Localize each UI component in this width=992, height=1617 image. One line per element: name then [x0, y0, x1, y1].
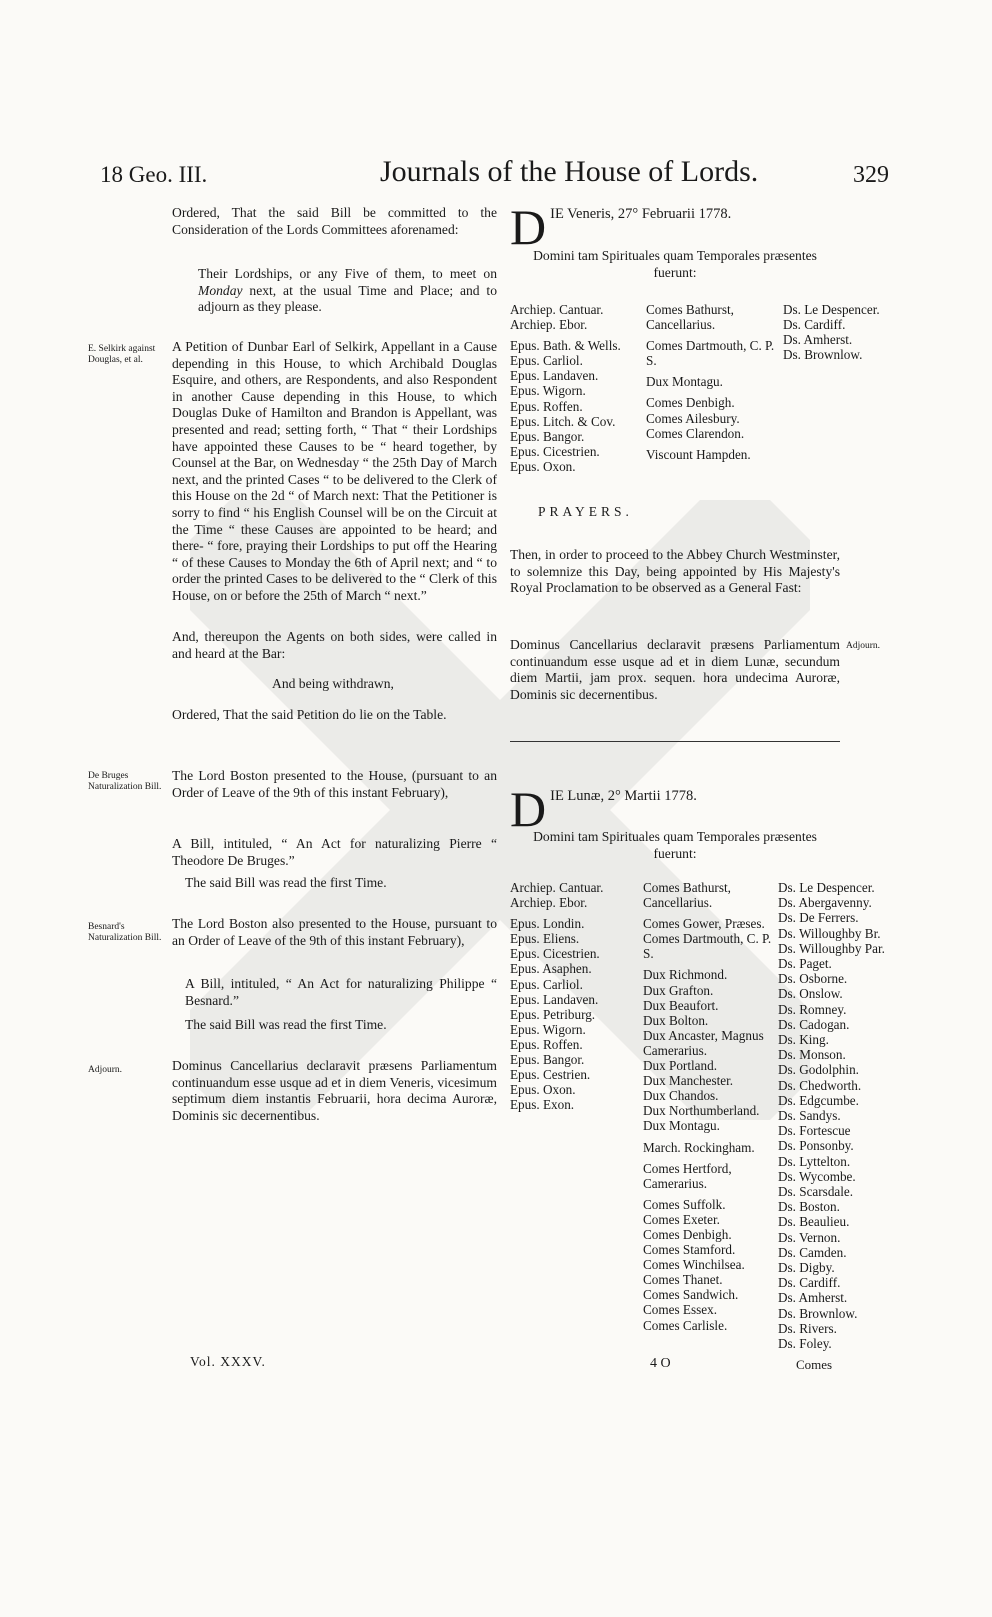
list-item: Comes Dartmouth, C. P. S. — [643, 931, 772, 962]
list-item: Comes Sandwich. — [643, 1287, 739, 1303]
list-item: Ds. Scarsdale. — [778, 1184, 854, 1200]
list-item: Ds. Paget. — [778, 956, 832, 972]
list-item: Comes Stamford. — [643, 1242, 736, 1258]
list-item: Dux Beaufort. — [643, 997, 719, 1013]
list-item: Archiep. Cantuar. — [510, 302, 604, 317]
list-item: Comes Clarendon. — [646, 425, 745, 441]
debruges-first-reading: The said Bill was read the first Time. — [185, 875, 387, 890]
list-item: Comes Thanet. — [643, 1272, 723, 1288]
lords-barons-list-day1 — [783, 302, 898, 362]
list-item: Ds. Lyttelton. — [778, 1153, 851, 1169]
list-item: Comes Ailesbury. — [646, 410, 740, 426]
list-item: Ds. De Ferrers. — [778, 910, 859, 926]
list-item: Comes Dartmouth, C. P. S. — [646, 338, 775, 369]
list-item: Epus. Bath. & Wells. — [510, 338, 621, 354]
drop-cap: D — [510, 781, 547, 837]
printer-signature: 4 O — [650, 1356, 671, 1371]
list-item: Epus. Litch. & Cov. — [510, 413, 616, 429]
list-item: Epus. Petriburg. — [510, 1006, 596, 1022]
list-item: Ds. Cadogan. — [778, 1016, 850, 1032]
margin-note-adjourn: Adjourn. — [88, 1065, 123, 1075]
list-item: Ds. Romney. — [778, 1001, 847, 1017]
list-item: Ds. Beaulieu. — [778, 1214, 850, 1230]
list-item: Ds. Le Despencer. — [778, 880, 875, 895]
presentes-line-day1: Domini tam Spirituales quam Temporales præsentes fuerunt: — [533, 248, 817, 280]
list-item: Comes Hertford, Camerarius. — [643, 1160, 732, 1191]
list-item: Dux Montagu. — [646, 374, 723, 390]
meeting-text-a: Their Lordships, or any Five of them, to meet on — [198, 266, 497, 281]
list-item: Ds. Brownlow. — [783, 347, 863, 363]
list-item: Epus. Bangor. — [510, 1052, 585, 1068]
list-item: Epus. Cicestrien. — [510, 443, 600, 459]
prayers-heading: PRAYERS. — [538, 504, 633, 519]
meeting-day: Monday — [198, 282, 243, 298]
day-heading-feb-27 — [510, 199, 850, 255]
page-number: 329 — [853, 162, 889, 188]
ordered-committee-paragraph: Ordered, That the said Bill be committed to the Consideration of the Lords Committees aforenamed: — [172, 205, 497, 237]
volume-number: Vol. XXXV. — [190, 1354, 266, 1369]
day-heading-text: IE Lunæ, 2° Martii 1778. — [550, 788, 697, 804]
list-item: Epus. Eliens. — [510, 931, 580, 947]
list-item: Ds. Amherst. — [778, 1290, 848, 1306]
list-item: Archiep. Ebor. — [510, 895, 588, 911]
list-item: Epus. Exon. — [510, 1097, 575, 1113]
list-item: Dux Chandos. — [643, 1088, 719, 1104]
list-item: Dux Ancaster, Magnus Camerarius. — [643, 1027, 764, 1058]
lords-spiritual-list-day1 — [510, 302, 645, 474]
day-heading-mar-2 — [510, 781, 850, 837]
boston-also-presented-paragraph: The Lord Boston also presented to the House, pursuant to an Order of Leave of the 9th of this instant February), — [172, 916, 497, 948]
list-item: Epus. Oxon. — [510, 1082, 576, 1098]
list-item: Ds. Edgcumbe. — [778, 1092, 859, 1108]
margin-note-besnard: Besnard's Naturalization Bill. — [88, 922, 162, 943]
list-item: Ds. Cardiff. — [778, 1275, 841, 1291]
list-item: Ds. Foley. — [778, 1336, 832, 1352]
list-item: Ds. Camden. — [778, 1244, 847, 1260]
margin-note-selkirk: E. Selkirk against Douglas, et al. — [88, 344, 156, 365]
ordered-lie-paragraph: Ordered, That the said Petition do lie on the Table. — [172, 707, 447, 722]
margin-note-debruges: De Bruges Naturalization Bill. — [88, 771, 162, 792]
running-head-title: Journals of the House of Lords. — [380, 155, 759, 188]
list-item: Epus. Cicestrien. — [510, 946, 600, 962]
list-item: Ds. Onslow. — [778, 986, 843, 1002]
list-item: Epus. Carliol. — [510, 976, 583, 992]
list-item: March. Rockingham. — [643, 1139, 755, 1155]
list-item: Ds. Fortescue — [778, 1123, 851, 1139]
list-item: Dux Manchester. — [643, 1073, 734, 1089]
list-item: Ds. Amherst. — [783, 332, 853, 348]
adjourn-paragraph-left: Dominus Cancellarius declaravit præsens Parliamentum continuandum esse usque ad et in diem Veneris, vicesimum septimum diem instantis Februarii, hora decima Auroræ, Dominis sic decernentibus. — [172, 1058, 497, 1123]
besnard-first-reading: The said Bill was read the first Time. — [185, 1017, 387, 1032]
list-item: Ds. Monson. — [778, 1047, 846, 1063]
list-item: Epus. Roffen. — [510, 1036, 583, 1052]
margin-note-adjourn-right: Adjourn. — [846, 641, 881, 651]
list-item: Ds. Willoughby Br. — [778, 925, 881, 941]
list-item: Ds. Vernon. — [778, 1229, 841, 1245]
list-item: Archiep. Cantuar. — [510, 880, 604, 895]
list-item: Epus. Cestrien. — [510, 1067, 591, 1083]
list-item: Ds. Rivers. — [778, 1320, 837, 1336]
list-item: Comes Bathurst, Cancellarius. — [646, 302, 734, 333]
list-item: Dux Grafton. — [643, 982, 714, 998]
list-item: Dux Portland. — [643, 1058, 717, 1074]
list-item: Comes Denbigh. — [643, 1226, 732, 1242]
list-item: Ds. Osborne. — [778, 971, 848, 987]
list-item: Epus. Bangor. — [510, 428, 585, 444]
list-item: Ds. Abergavenny. — [778, 895, 872, 911]
list-item: Epus. Landaven. — [510, 991, 599, 1007]
list-item: Epus. Asaphen. — [510, 961, 592, 977]
boston-presented-paragraph: The Lord Boston presented to the House, (pursuant to an Order of Leave of the 9th of this instant February), — [172, 768, 497, 800]
list-item: Dux Montagu. — [643, 1118, 720, 1134]
list-item: Epus. Oxon. — [510, 458, 576, 474]
presentes-line-day2: Domini tam Spirituales quam Temporales præsentes fuerunt: — [533, 829, 817, 861]
list-item: Viscount Hampden. — [646, 446, 751, 462]
list-item: Ds. Digby. — [778, 1260, 835, 1276]
list-item: Comes Denbigh. — [646, 395, 735, 411]
drop-cap: D — [510, 199, 547, 255]
section-divider — [510, 741, 840, 742]
list-item: Ds. Chedworth. — [778, 1077, 862, 1093]
list-item: Comes Essex. — [643, 1302, 717, 1318]
abbey-church-paragraph: Then, in order to proceed to the Abbey Church Westminster, to solemnize this Day, being appointed by His Majesty's Royal Proclamation to be observed as a General Fast: — [510, 547, 840, 596]
list-item: Ds. Boston. — [778, 1199, 840, 1215]
list-item: Comes Exeter. — [643, 1211, 720, 1227]
list-item: Ds. King. — [778, 1032, 829, 1048]
list-item: Comes Gower, Præses. — [643, 916, 765, 932]
list-item: Ds. Cardiff. — [783, 317, 846, 333]
agents-called-paragraph: And, thereupon the Agents on both sides, were called in and heard at the Bar: — [172, 629, 497, 661]
list-item: Ds. Ponsonby. — [778, 1138, 854, 1154]
list-item: Archiep. Ebor. — [510, 317, 588, 333]
besnard-bill-title: A Bill, intituled, “ An Act for naturalizing Philippe “ Besnard.” — [185, 976, 497, 1008]
list-item: Ds. Godolphin. — [778, 1062, 859, 1078]
list-item: Epus. Wigorn. — [510, 383, 586, 399]
list-item: Ds. Wycombe. — [778, 1168, 856, 1184]
list-item: Comes Winchilsea. — [643, 1257, 745, 1273]
meeting-text-b: next, at the usual Time and Place; and to adjourn as they please. — [198, 282, 497, 315]
list-item: Comes Carlisle. — [643, 1317, 728, 1333]
list-item: Epus. Landaven. — [510, 368, 599, 384]
lords-temporal-list-day2 — [643, 880, 776, 1333]
list-item: Comes Bathurst, Cancellarius. — [643, 880, 731, 911]
list-item: Dux Bolton. — [643, 1012, 709, 1028]
committee-meeting-paragraph — [198, 266, 497, 316]
list-item: Dux Richmond. — [643, 967, 728, 983]
withdrawn-line: And being withdrawn, — [272, 676, 394, 691]
list-item: Dux Northumberland. — [643, 1103, 760, 1119]
running-head-regnal-year: 18 Geo. III. — [100, 162, 208, 187]
lords-barons-list-day2 — [778, 880, 900, 1351]
lords-spiritual-list-day2 — [510, 880, 640, 1112]
catchword: Comes — [796, 1357, 833, 1372]
adjourn-paragraph-right: Dominus Cancellarius declaravit præsens Parliamentum continuandum esse usque ad et in diem Lunæ, secundum diem Martii, jam prox. sequen. hora undecima Auroræ, Dominis sic decernentibus. — [510, 637, 840, 702]
list-item: Epus. Londin. — [510, 916, 585, 932]
lords-temporal-list-day1 — [646, 302, 778, 462]
list-item: Ds. Willoughby Par. — [778, 940, 885, 956]
list-item: Epus. Wigorn. — [510, 1021, 586, 1037]
list-item: Ds. Sandys. — [778, 1108, 841, 1124]
day-heading-text: IE Veneris, 27° Februarii 1778. — [550, 206, 732, 222]
selkirk-petition-paragraph: A Petition of Dunbar Earl of Selkirk, Appellant in a Cause depending in this House, to which Archibald Douglas Esquire, and others, are Respondents, and also Respondent in another Cause depending in this House, to which Douglas Duke of Hamilton and Brandon is Appellant, was presented and read; setting forth, “ That “ their Lordships have appointed these Causes to be “ heard together, by Counsel at the Bar, on Wednesday “ the 25th Day of March next, and the printed Cases “ to be delivered to the Clerk of this House on the 2d “ of March next: That the Petitioner is sorry to find “ his English Counsel will be on the Circuit at the Time “ these Causes are appointed to be heard; and there- “ fore, praying their Lordships to put off the Hearing “ of these Causes to Monday the 6th of April next; and “ to order the printed Cases to be delivered to the “ Clerk of this House, on or before the 25th of March “ next.” — [172, 339, 497, 603]
list-item: Epus. Carliol. — [510, 353, 583, 369]
list-item: Ds. Le Despencer. — [783, 302, 880, 317]
debruges-bill-title: A Bill, intituled, “ An Act for naturalizing Pierre “ Theodore De Bruges.” — [172, 836, 497, 868]
list-item: Ds. Brownlow. — [778, 1305, 858, 1321]
list-item: Epus. Roffen. — [510, 398, 583, 414]
list-item: Comes Suffolk. — [643, 1196, 726, 1212]
